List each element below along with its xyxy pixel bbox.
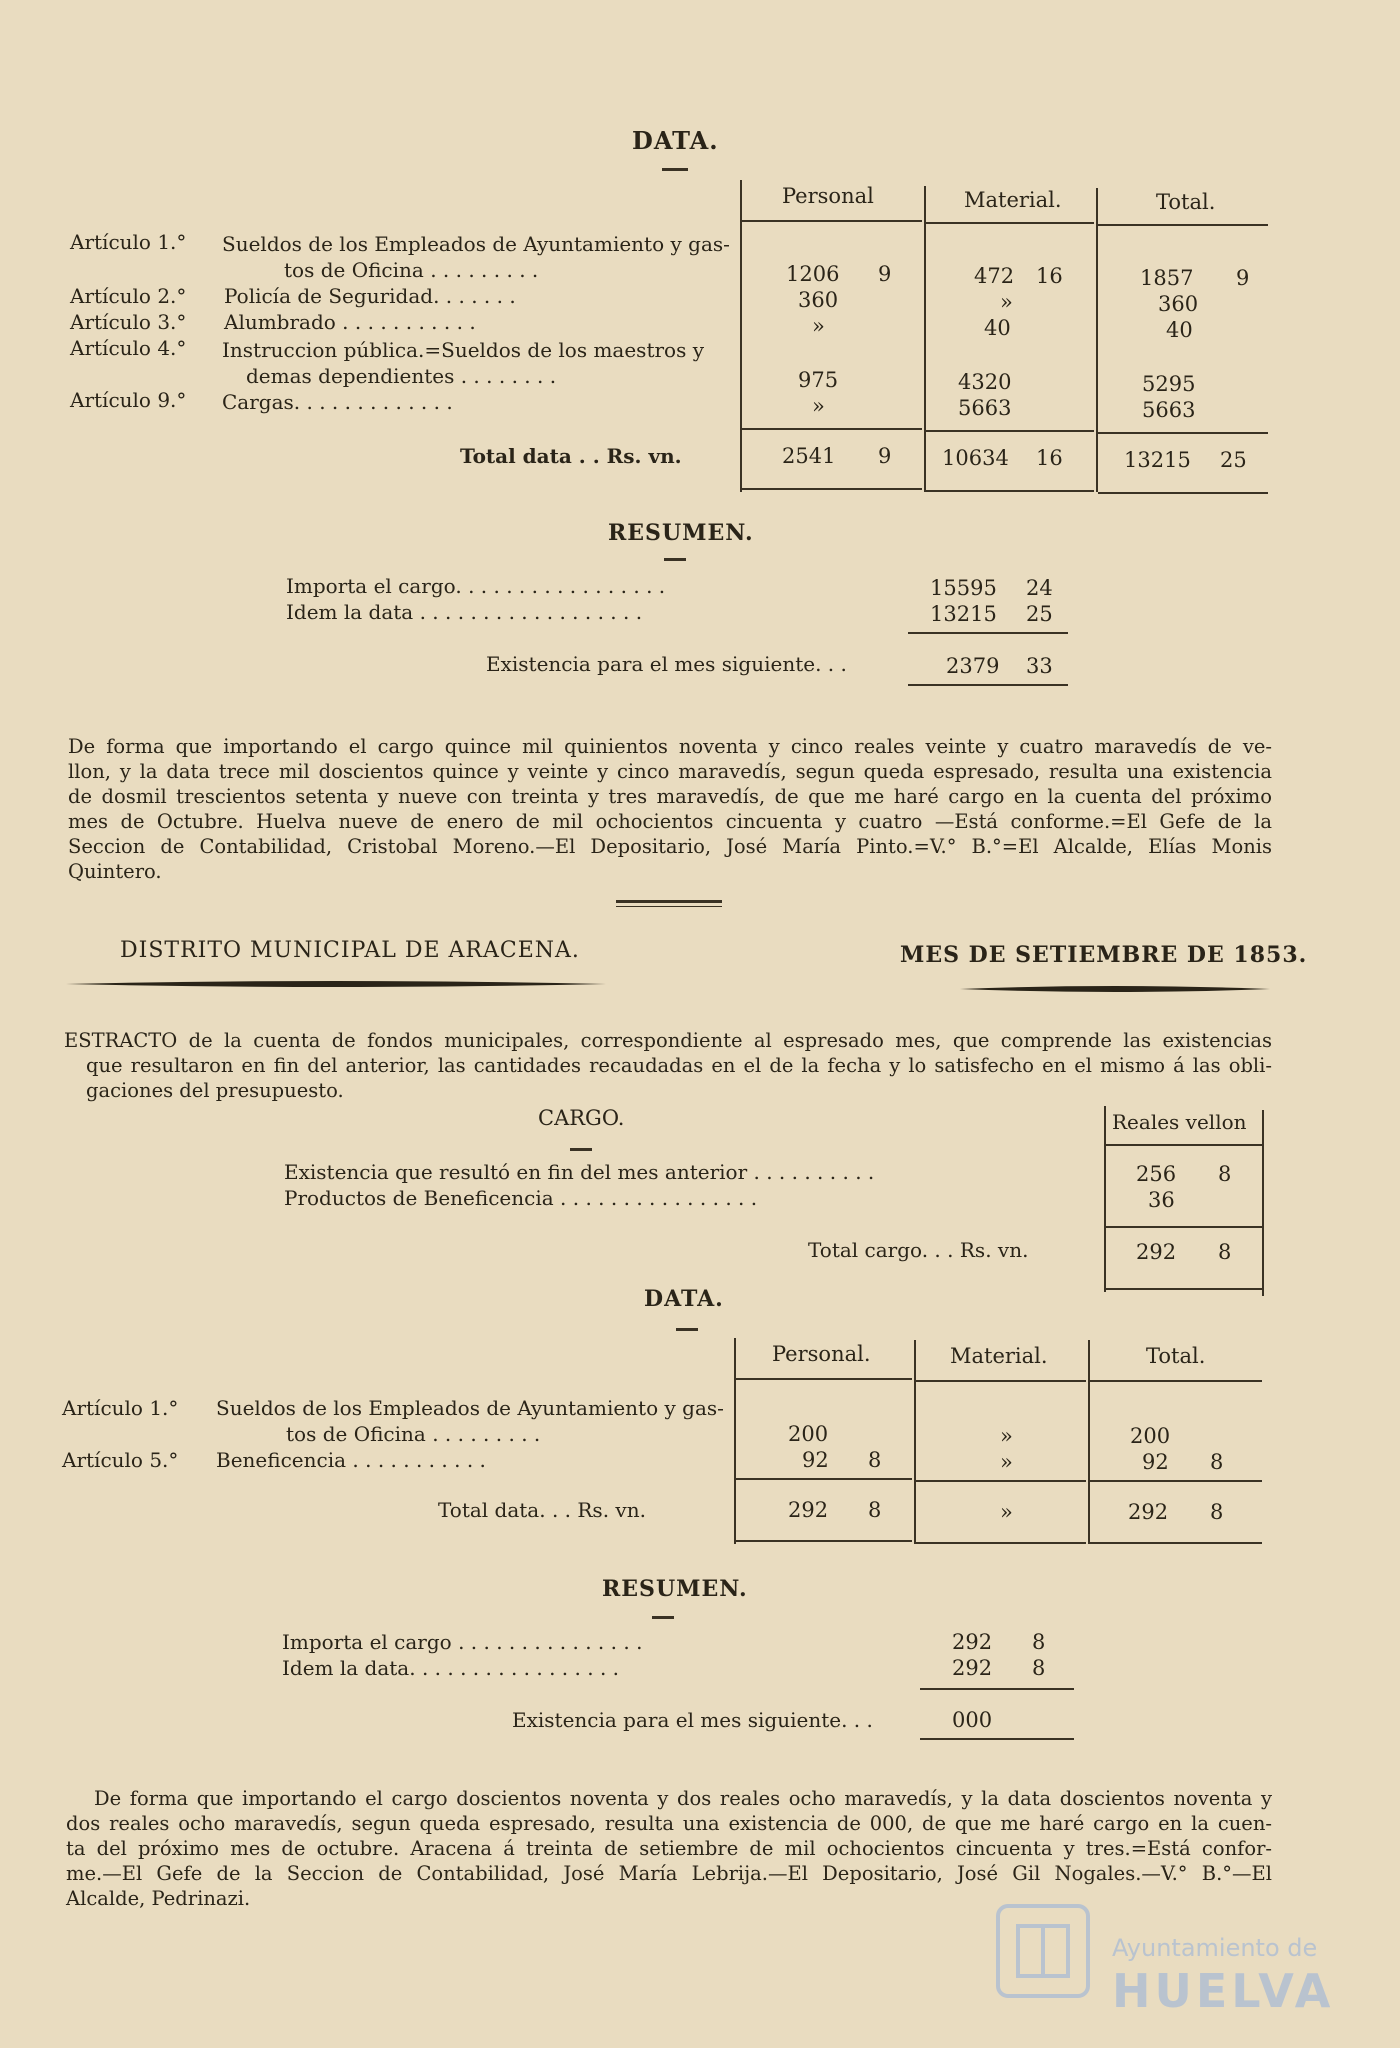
cargo-total-label: Total cargo. . . Rs. vn. (808, 1238, 1029, 1262)
personal-value: » (812, 394, 825, 418)
title-rule (570, 1148, 592, 1151)
cargo-row-label: Productos de Beneficencia . . . . . . . . . . . . . . . . (284, 1186, 758, 1210)
material-value: 472 (974, 264, 1015, 288)
paragraph-line: Seccion de Contabilidad, Cristobal Moreno.—El Depositario, José María Pinto.=V.° B.°=El Alcalde, Elías Monis (68, 835, 1272, 858)
personal-value: 200 (788, 1422, 829, 1446)
material-value: » (1000, 1424, 1013, 1448)
table-rule (1088, 1340, 1090, 1544)
table-rule (924, 186, 926, 492)
title-rule (676, 1328, 698, 1331)
existencia-cents: 33 (1026, 654, 1053, 678)
total-total-value: 292 (1128, 1500, 1169, 1524)
total-personal-value: 2541 (782, 444, 836, 468)
extracto-line: gaciones del presupuesto. (86, 1079, 344, 1102)
table-rule (916, 1380, 1086, 1382)
resumen-cargo-cents: 24 (1026, 576, 1053, 600)
column-header-reales-vellon: Reales vellon (1112, 1110, 1247, 1134)
total-value: 1857 (1140, 266, 1194, 290)
existencia-value: 000 (952, 1708, 993, 1732)
paragraph-line: Quintero. (68, 860, 162, 883)
column-header-total: Total. (1146, 1344, 1206, 1368)
resumen-data-label: Idem la data. . . . . . . . . . . . . . . . . (282, 1656, 620, 1680)
article-description: tos de Oficina . . . . . . . . . (286, 1422, 541, 1446)
resumen-cargo-label: Importa el cargo . . . . . . . . . . . . . . . (282, 1630, 643, 1654)
table-rule (926, 222, 1094, 224)
section-separator (616, 906, 722, 907)
paragraph-line: dos reales ocho maravedís, segun queda espresado, resulta una existencia de 000, de que me haré cargo en la cuen- (66, 1812, 1272, 1835)
resumen-title: RESUMEN. (602, 1576, 748, 1602)
table-rule (1262, 1110, 1264, 1296)
total-value: 40 (1166, 318, 1193, 342)
watermark-line1: Ayuntamiento de (1112, 1934, 1318, 1962)
paragraph-line: de dosmil trescientos setenta y nueve con treinta y tres maravedís, de que me haré cargo en la cuenta del próximo (68, 785, 1272, 808)
article-description: Sueldos de los Empleados de Ayuntamiento y gas- (222, 232, 730, 256)
closing-paragraph (68, 734, 1272, 884)
paragraph-line: me.—El Gefe de la Seccion de Contabilidad, José María Lebrija.—El Depositario, José Gil Nogales.—V.° B.°—El (66, 1862, 1272, 1885)
column-header-personal: Personal. (772, 1342, 871, 1366)
article-description: Policía de Seguridad. . . . . . . (224, 284, 516, 308)
total-material-value: 10634 (942, 446, 1009, 470)
closing-paragraph (66, 1786, 1272, 1911)
cargo-total-cents: 8 (1218, 1240, 1232, 1264)
article-description: Alumbrado . . . . . . . . . . . (224, 310, 476, 334)
resumen-data-label: Idem la data . . . . . . . . . . . . . . . . . . (286, 600, 643, 624)
material-value: 40 (984, 316, 1011, 340)
personal-value: » (812, 314, 825, 338)
total-total-cents: 8 (1210, 1500, 1224, 1524)
material-value: » (1000, 1450, 1013, 1474)
month-title: MES DE SETIEMBRE DE 1853. (900, 942, 1308, 968)
table-rule (1106, 1144, 1262, 1146)
total-value: 5295 (1142, 372, 1196, 396)
personal-value: 92 (802, 1448, 829, 1472)
resumen-title: RESUMEN. (608, 520, 754, 546)
data-title: DATA. (644, 1286, 724, 1312)
total-value: 360 (1158, 292, 1199, 316)
total-cents: 8 (1210, 1450, 1224, 1474)
article-label: Artículo 2.° (70, 284, 187, 308)
section-separator (616, 900, 722, 903)
personal-cents: 9 (878, 262, 892, 286)
table-rule (1106, 1226, 1262, 1228)
personal-value: 360 (798, 288, 839, 312)
column-header-material: Material. (950, 1344, 1048, 1368)
existencia-label: Existencia para el mes siguiente. . . (486, 652, 847, 676)
total-value: 5663 (1142, 398, 1196, 422)
total-material-value: » (1000, 1500, 1013, 1524)
city-seal-icon (988, 1896, 1098, 2006)
table-rule (1090, 1542, 1262, 1544)
resumen-data-cents: 8 (1032, 1656, 1046, 1680)
data-title: DATA. (632, 126, 719, 155)
material-cents: 16 (1036, 264, 1063, 288)
article-description: Cargas. . . . . . . . . . . . . (222, 390, 453, 414)
personal-value: 975 (798, 368, 839, 392)
resumen-cargo-label: Importa el cargo. . . . . . . . . . . . . . . . . (286, 574, 666, 598)
paragraph-line: ta del próximo mes de octubre. Aracena á treinta de setiembre de mil ochocientos cincuenta y tres.=Está confor- (66, 1837, 1272, 1860)
table-rule (736, 1540, 912, 1542)
table-rule (742, 488, 922, 490)
table-rule (1090, 1480, 1262, 1482)
article-label: Artículo 3.° (70, 310, 187, 334)
existencia-label: Existencia para el mes siguiente. . . (512, 1708, 873, 1732)
personal-value: 1206 (786, 262, 840, 286)
total-material-cents: 16 (1036, 446, 1063, 470)
table-rule (734, 1338, 736, 1544)
total-cents: 9 (1236, 266, 1250, 290)
cargo-total-value: 292 (1136, 1240, 1177, 1264)
table-rule (1098, 492, 1268, 494)
district-title: DISTRITO MUNICIPAL DE ARACENA. (120, 938, 580, 963)
total-total-value: 13215 (1124, 448, 1191, 472)
resumen-data-cents: 25 (1026, 602, 1053, 626)
extracto-paragraph (64, 1028, 1272, 1103)
sum-rule (920, 1738, 1074, 1740)
cargo-row-value: 256 (1136, 1162, 1177, 1186)
table-rule (736, 1378, 912, 1380)
resumen-cargo-value: 292 (952, 1630, 993, 1654)
table-rule (736, 1478, 912, 1480)
cargo-row-value: 36 (1148, 1188, 1175, 1212)
table-rule (1096, 188, 1098, 492)
paragraph-line: Alcalde, Pedrinazi. (66, 1887, 251, 1910)
article-label: Artículo 1.° (62, 1396, 179, 1420)
paragraph-line: De forma que importando el cargo quince mil quinientos noventa y cinco reales veinte y cuatro maravedís de ve- (68, 735, 1272, 758)
material-value: 5663 (958, 396, 1012, 420)
article-label: Artículo 5.° (62, 1448, 179, 1472)
column-header-material: Material. (964, 188, 1062, 212)
column-header-personal: Personal (782, 184, 874, 208)
existencia-value: 2379 (946, 654, 1000, 678)
material-value: 4320 (958, 370, 1012, 394)
total-data-label: Total data . . Rs. vn. (460, 444, 682, 468)
extracto-line: ESTRACTO de la cuenta de fondos municipales, correspondiente al espresado mes, que comprende las existencias (64, 1029, 1272, 1052)
total-total-cents: 25 (1220, 448, 1247, 472)
table-rule (914, 1340, 916, 1544)
total-personal-cents: 8 (868, 1498, 882, 1522)
article-description: tos de Oficina . . . . . . . . . (284, 258, 539, 282)
paragraph-line: llon, y la data trece mil doscientos quince y veinte y cinco maravedís, segun queda espresado, resulta una existencia (68, 760, 1272, 783)
total-value: 200 (1130, 1424, 1171, 1448)
table-rule (1104, 1106, 1106, 1292)
extracto-line: que resultaron en fin del anterior, las cantidades recaudadas en el de la fecha y lo satisfecho en el mismo á las obli- (86, 1054, 1272, 1077)
resumen-cargo-cents: 8 (1032, 1630, 1046, 1654)
table-rule (740, 180, 742, 492)
table-rule (1106, 1288, 1262, 1290)
cargo-row-cents: 8 (1218, 1162, 1232, 1186)
watermark-line2: HUELVA (1112, 1964, 1335, 2018)
total-personal-cents: 9 (878, 444, 892, 468)
sum-rule (908, 632, 1068, 634)
article-description: demas dependientes . . . . . . . . (246, 364, 557, 388)
table-rule (926, 430, 1094, 432)
title-rule (652, 1616, 674, 1619)
cargo-row-label: Existencia que resultó en fin del mes anterior . . . . . . . . . . (284, 1160, 875, 1184)
article-description: Beneficencia . . . . . . . . . . . (216, 1448, 486, 1472)
total-value: 92 (1142, 1450, 1169, 1474)
resumen-data-value: 292 (952, 1656, 993, 1680)
column-header-total: Total. (1156, 190, 1216, 214)
article-description: Sueldos de los Empleados de Ayuntamiento y gas- (216, 1396, 724, 1420)
ornamental-rule (66, 976, 606, 992)
table-rule (926, 490, 1094, 492)
paragraph-line: mes de Octubre. Huelva nueve de enero de mil ochocientos cincuenta y cuatro —Está conforme.=El Gefe de la (68, 810, 1272, 833)
paragraph-line: De forma que importando el cargo doscientos noventa y dos reales ocho maravedís, y la data doscientos noventa y (94, 1787, 1272, 1810)
article-label: Artículo 1.° (70, 230, 187, 254)
material-value: » (1000, 290, 1013, 314)
table-rule (1098, 432, 1268, 434)
table-rule (742, 220, 922, 222)
ornamental-rule (960, 982, 1270, 996)
table-rule (916, 1480, 1086, 1482)
table-rule (916, 1542, 1086, 1544)
sum-rule (908, 684, 1068, 686)
total-data-label: Total data. . . Rs. vn. (438, 1498, 646, 1522)
article-label: Artículo 9.° (70, 388, 187, 412)
personal-cents: 8 (868, 1448, 882, 1472)
table-rule (742, 428, 922, 430)
article-label: Artículo 4.° (70, 336, 187, 360)
cargo-title: CARGO. (538, 1106, 625, 1130)
resumen-data-value: 13215 (930, 602, 997, 626)
resumen-cargo-value: 15595 (930, 576, 997, 600)
total-personal-value: 292 (788, 1498, 829, 1522)
article-description: Instruccion pública.=Sueldos de los maestros y (222, 338, 705, 362)
table-rule (1090, 1380, 1262, 1382)
title-rule (662, 168, 688, 171)
title-rule (664, 558, 686, 561)
sum-rule (920, 1688, 1074, 1690)
table-rule (1098, 224, 1268, 226)
